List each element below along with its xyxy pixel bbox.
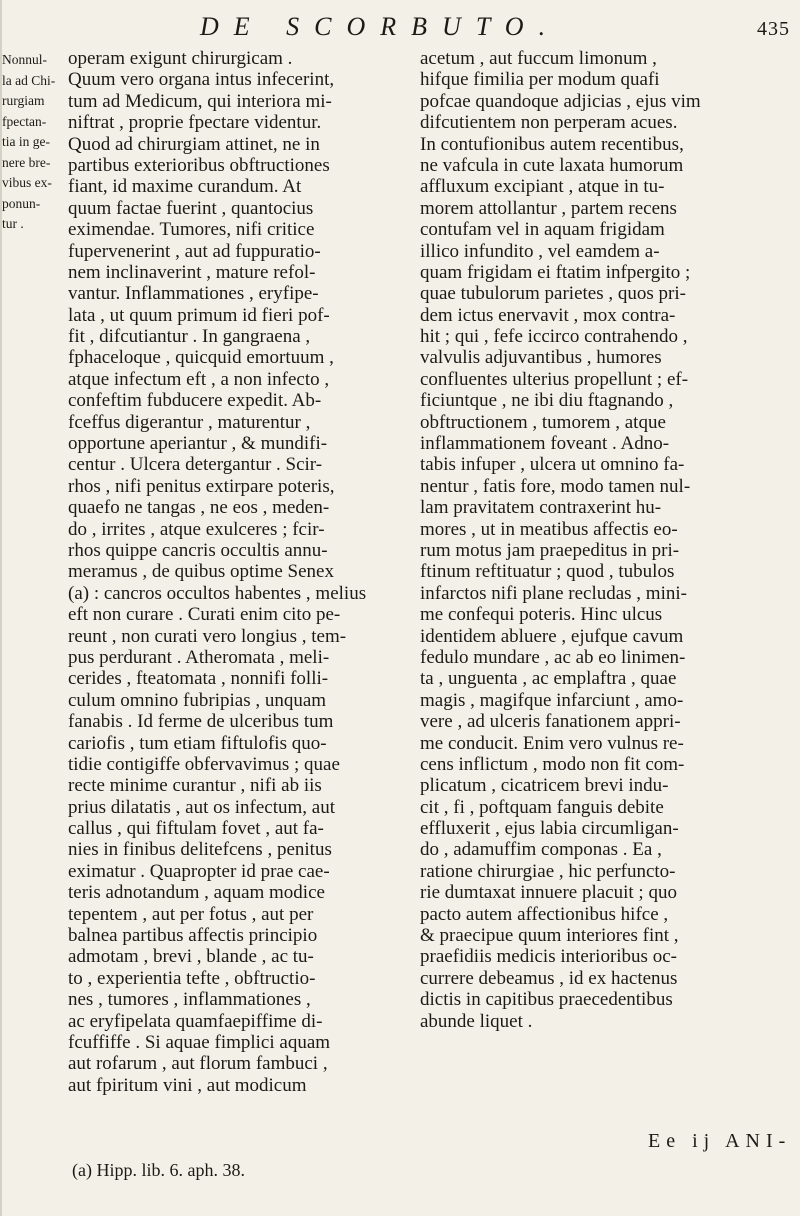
text-line: rum motus jam praepeditus in pri-: [420, 539, 680, 561]
text-line: culum omnino fubripias , unquam: [68, 689, 327, 711]
text-line: balnea partibus affectis principio: [68, 925, 318, 947]
text-line: currere debeamus , id ex hactenus: [420, 967, 678, 989]
text-line: fedulo mundare , ac ab eo linimen-: [420, 646, 686, 668]
margin-note-line: la ad Chi-: [2, 72, 56, 88]
text-line: effluxerit , ejus labia circumligan-: [420, 818, 679, 840]
text-line: meramus , de quibus optime Senex: [68, 561, 334, 583]
text-line: & praecipue quum interiores fint ,: [420, 925, 679, 947]
text-line: morem attollantur , partem recens: [420, 197, 677, 219]
text-line: (a) : cancros occultos habentes , melius: [68, 582, 367, 604]
text-line: ratione chirurgiae , hic perfuncto-: [420, 860, 676, 882]
margin-note-line: fpectan-: [2, 113, 47, 129]
text-line: cit , fi , poftquam fanguis debite: [420, 796, 664, 818]
text-line: fanabis . Id ferme de ulceribus tum: [68, 711, 334, 733]
text-line: do , irrites , atque exulceres ; fcir-: [68, 518, 325, 540]
text-line: confluentes ulterius propellunt ; ef-: [420, 368, 689, 390]
text-line: Quod ad chirurgiam attinet, ne in: [68, 133, 320, 155]
text-line: inflammationem foveant . Adno-: [420, 433, 670, 455]
page-number: 435: [757, 18, 790, 40]
text-line: identidem abluere , ejufque cavum: [420, 625, 684, 647]
text-line: magis , magifque infarciunt , amo-: [420, 689, 684, 711]
text-line: valvulis adjuvantibus , humores: [420, 347, 662, 369]
page-header: [200, 8, 790, 48]
margin-note-line: tia in ge-: [2, 134, 50, 149]
text-line: rhos , nifi penitus extirpare poteris,: [68, 475, 335, 497]
text-line: vantur. Inflammationes , eryfipe-: [68, 283, 319, 305]
text-line: ac eryfipelata quamfaepiffime di-: [68, 1010, 323, 1032]
text-line: niftrat , proprie fpectare videntur.: [68, 112, 322, 134]
text-line: hifque fimilia per modum quafi: [420, 69, 660, 91]
text-line: quae tubulorum parietes , quos pri-: [420, 283, 686, 305]
text-line: pacto autem affectionibus hifce ,: [420, 903, 669, 925]
text-line: illico infundito , vel eamdem a-: [420, 240, 660, 262]
text-line: lam pravitatem contraxerint hu-: [420, 497, 662, 519]
text-line: ficiuntque , ne ibi diu ftagnando ,: [420, 390, 674, 412]
margin-note-line: Nonnul-: [2, 52, 47, 67]
text-line: fcuffiffe . Si aquae fimplici aquam: [68, 1031, 331, 1053]
text-line: rie dumtaxat innuere placuit ; quo: [420, 882, 677, 904]
text-line: In contufionibus autem recentibus,: [420, 133, 684, 155]
text-line: opportune aperiantur , & mundifi-: [68, 433, 328, 455]
text-line: eft non curare . Curati enim cito pe-: [68, 604, 341, 626]
text-line: lata , ut quum primum id fieri pof-: [68, 304, 330, 326]
text-line: ftinum reftituatur ; quod , tubulos: [420, 561, 675, 583]
text-line: Quum vero organa intus infecerint,: [68, 69, 335, 91]
text-line: centur . Ulcera detergantur . Scir-: [68, 454, 323, 476]
text-line: plicatum , cicatricem brevi indu-: [420, 775, 669, 797]
running-title: DE SCORBUTO.: [200, 12, 561, 41]
text-line: tidie contigiffe obfervavimus ; quae: [68, 753, 340, 775]
margin-note-line: vibus ex-: [2, 175, 52, 190]
text-line: acetum , aut fuccum limonum ,: [420, 48, 657, 69]
text-line: teris adnotandum , aquam modice: [68, 882, 325, 904]
text-line: admotam , brevi , blande , ac tu-: [68, 946, 314, 968]
text-line: mores , ut in meatibus affectis eo-: [420, 518, 678, 540]
text-line: quaefo ne tangas , ne eos , meden-: [68, 497, 330, 519]
text-line: confeftim fubducere expedit. Ab-: [68, 390, 322, 412]
text-line: obftructionem , tumorem , atque: [420, 411, 666, 433]
margin-note: [2, 50, 66, 235]
text-line: cariofis , tum etiam fiftulofis quo-: [68, 732, 327, 754]
text-line: nes , tumores , inflammationes ,: [68, 989, 311, 1011]
text-line: recte minime curantur , nifi ab iis: [68, 775, 322, 797]
text-line: abunde liquet .: [420, 1010, 533, 1032]
left-text-column: [68, 48, 404, 1096]
text-line: tabis infuper , ulcera ut omnino fa-: [420, 454, 685, 476]
text-line: aut rofarum , aut florum fambuci ,: [68, 1053, 328, 1075]
text-line: operam exigunt chirurgicam .: [68, 48, 293, 69]
text-line: praefidiis medicis interioribus oc-: [420, 946, 677, 968]
text-line: vere , ad ulceris fanationem appri-: [420, 711, 681, 733]
margin-note-line: rurgiam: [2, 93, 45, 108]
margin-note-line: nere bre-: [2, 154, 51, 170]
catchword: Ee ij ANI-: [648, 1130, 792, 1152]
text-line: aut fpiritum vini , aut modicum: [68, 1074, 307, 1096]
text-line: pofcae quandoque adjicias , ejus vim: [420, 90, 701, 112]
text-line: dem ictus enervavit , mox contra-: [420, 304, 676, 326]
text-line: me conducit. Enim vero vulnus re-: [420, 732, 684, 754]
text-line: fiant, id maxime curandum. At: [68, 176, 302, 198]
text-line: tum ad Medicum, qui interiora mi-: [68, 90, 332, 112]
text-line: hit ; qui , fefe iccirco contrahendo ,: [420, 326, 688, 348]
text-line: me confequi poteris. Hinc ulcus: [420, 604, 663, 626]
text-line: quam frigidam ei ftatim infpergito ;: [420, 261, 691, 283]
text-line: nem inclinaverint , mature refol-: [68, 261, 316, 283]
text-line: dictis in capitibus praecedentibus: [420, 989, 673, 1011]
text-line: difcutientem non perperam acues.: [420, 112, 678, 134]
text-line: fupervenerint , aut ad fuppuratio-: [68, 240, 321, 262]
text-line: quum factae fuerint , quantocius: [68, 197, 314, 219]
text-line: eximatur . Quapropter id prae cae-: [68, 860, 330, 882]
text-line: atque infectum eft , a non infecto ,: [68, 368, 330, 390]
text-line: ta , unguenta , ac emplaftra , quae: [420, 668, 677, 690]
text-line: cens inflictum , modo non fit com-: [420, 753, 685, 775]
text-line: eximendae. Tumores, nifi critice: [68, 219, 315, 241]
text-line: fphaceloque , quicquid emortuum ,: [68, 347, 334, 369]
text-line: fit , difcutiantur . In gangraena ,: [68, 326, 311, 348]
text-line: infarctos nifi plane recludas , mini-: [420, 582, 687, 604]
text-line: to , experientia tefte , obftructio-: [68, 967, 316, 989]
right-text-column: [420, 48, 794, 1032]
text-line: pus perdurant . Atheromata , meli-: [68, 646, 330, 668]
text-line: nies in finibus delitefcens , penitus: [68, 839, 332, 861]
text-line: ne vafcula in cute laxata humorum: [420, 154, 684, 176]
text-line: contufam vel in aquam frigidam: [420, 219, 665, 241]
text-line: tepentem , aut per fotus , aut per: [68, 903, 314, 925]
text-line: rhos quippe cancris occultis annu-: [68, 539, 328, 561]
margin-note-line: ponun-: [2, 195, 41, 211]
margin-note-line: tur .: [2, 216, 24, 231]
text-line: partibus exterioribus obftructiones: [68, 154, 330, 176]
text-line: nentur , fatis fore, modo tamen nul-: [420, 475, 691, 497]
text-line: prius dilatatis , aut os infectum, aut: [68, 796, 336, 818]
text-line: fceffus digerantur , maturentur ,: [68, 411, 311, 433]
text-line: cerides , fteatomata , nonnifi folli-: [68, 668, 329, 690]
text-line: callus , qui fiftulam fovet , aut fa-: [68, 818, 324, 840]
text-line: do , adamuffim componas . Ea ,: [420, 839, 662, 861]
text-line: affluxum excipiant , atque in tu-: [420, 176, 665, 198]
text-line: reunt , non curati vero longius , tem-: [68, 625, 347, 647]
footnote: (a) Hipp. lib. 6. aph. 38.: [72, 1160, 245, 1180]
